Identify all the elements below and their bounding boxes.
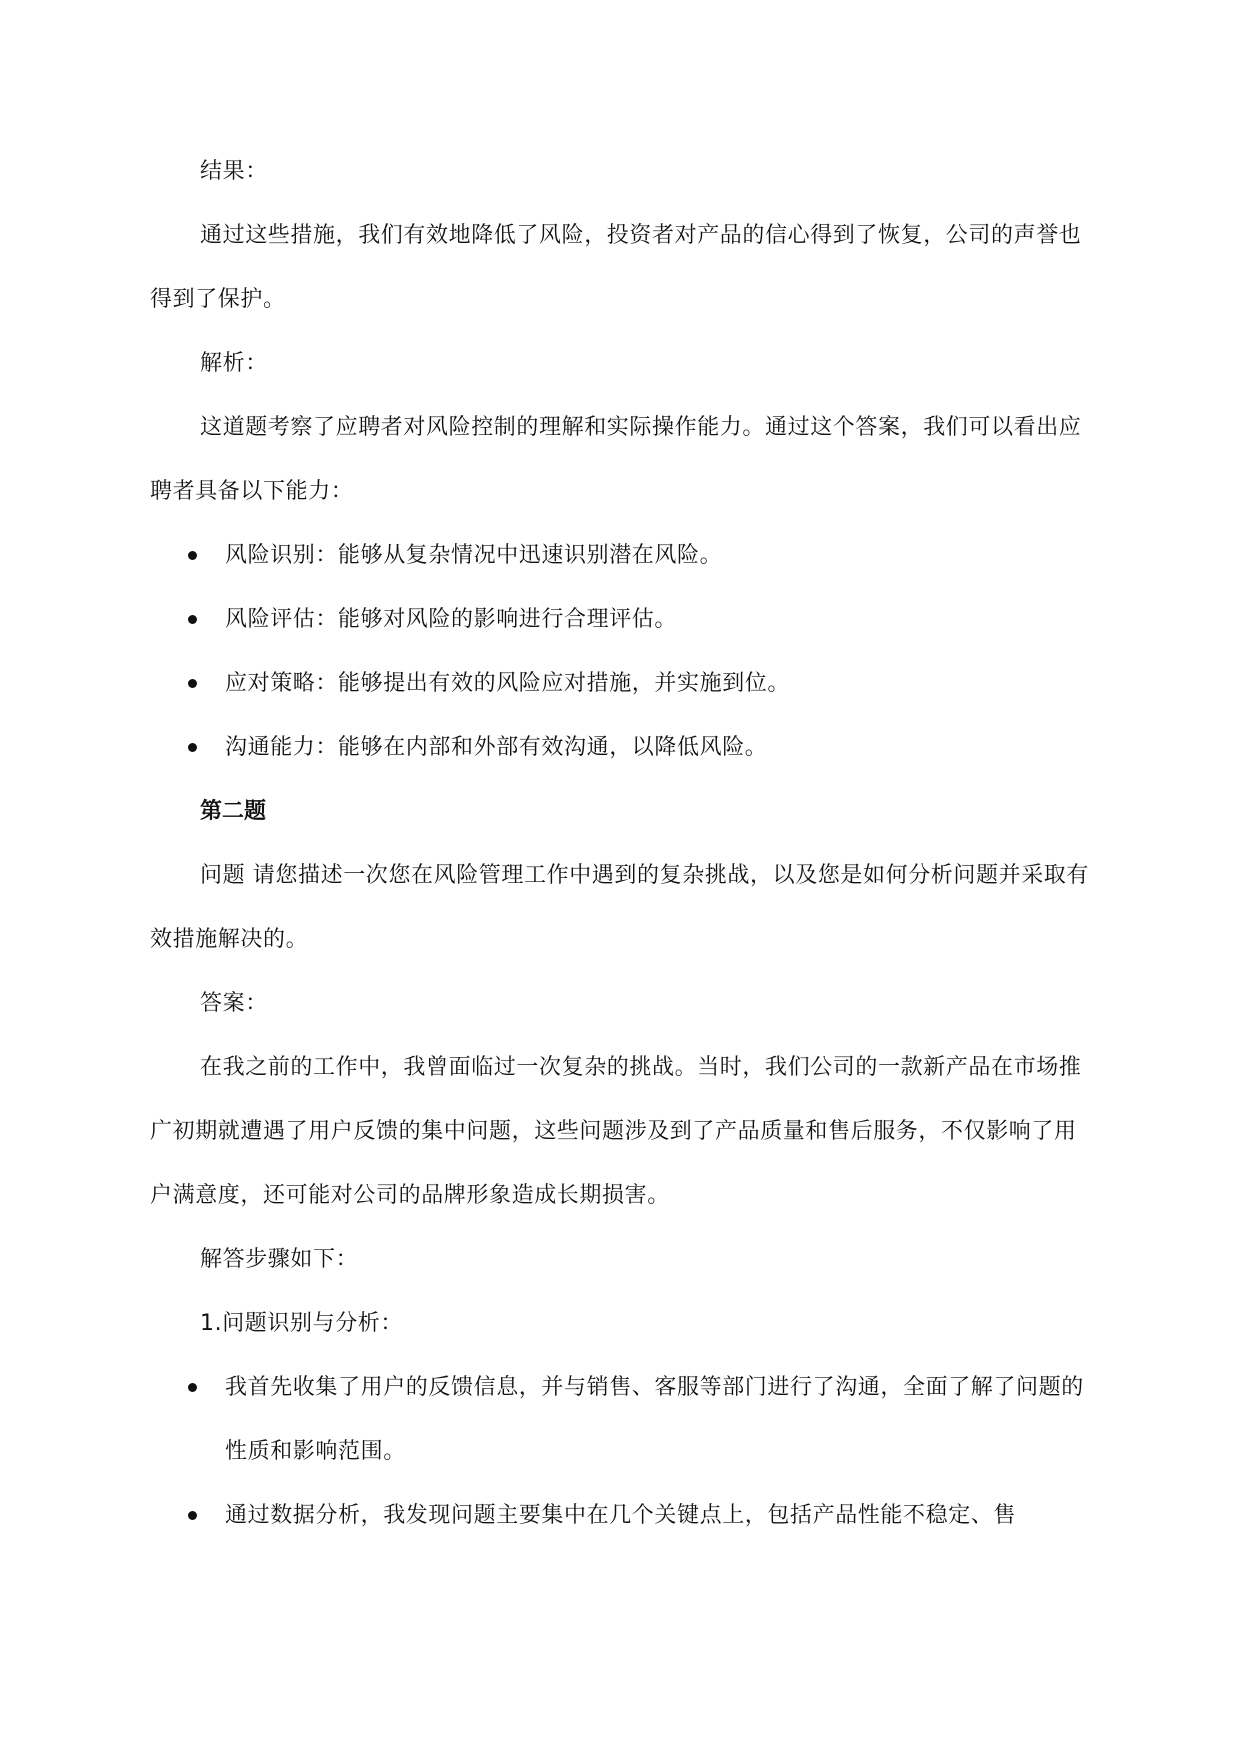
- question-paragraph: 问题 请您描述一次您在风险管理工作中遇到的复杂挑战，以及您是如何分析问题并采取有效措施解决的。: [150, 863, 1089, 952]
- bullet-icon: [188, 743, 197, 752]
- bullet-icon: [188, 551, 197, 560]
- list-item: [150, 1484, 1090, 1548]
- list-item-text: 通过数据分析，我发现问题主要集中在几个关键点上，包括产品性能不稳定、售: [225, 1503, 1017, 1528]
- list-item: [150, 524, 1090, 588]
- step1-list: [150, 1356, 1090, 1548]
- result-label: 结果：: [200, 159, 268, 184]
- analysis-label: 解析：: [200, 351, 268, 376]
- list-item: [150, 716, 1090, 780]
- section-heading: 第二题: [200, 799, 267, 824]
- abilities-list: [150, 524, 1090, 780]
- result-paragraph: 通过这些措施，我们有效地降低了风险，投资者对产品的信心得到了恢复，公司的声誉也得到了保护。: [150, 223, 1082, 312]
- list-item-text: 风险识别：能够从复杂情况中迅速识别潜在风险。: [225, 543, 723, 568]
- bullet-icon: [188, 1383, 197, 1392]
- list-item-text: 风险评估：能够对风险的影响进行合理评估。: [225, 607, 678, 632]
- list-item: [150, 1356, 1090, 1484]
- bullet-icon: [188, 1511, 197, 1520]
- bullet-icon: [188, 679, 197, 688]
- bullet-icon: [188, 615, 197, 624]
- list-item-text: 我首先收集了用户的反馈信息，并与销售、客服等部门进行了沟通，全面了解了问题的性质和影响范围。: [225, 1375, 1084, 1464]
- list-item: [150, 588, 1090, 652]
- document-body: [150, 140, 1090, 1548]
- list-item-text: 应对策略：能够提出有效的风险应对措施，并实施到位。: [225, 671, 791, 696]
- analysis-paragraph: 这道题考察了应聘者对风险控制的理解和实际操作能力。通过这个答案，我们可以看出应聘者具备以下能力：: [150, 415, 1082, 504]
- answer-paragraph: 在我之前的工作中，我曾面临过一次复杂的挑战。当时，我们公司的一款新产品在市场推广初期就遭遇了用户反馈的集中问题，这些问题涉及到了产品质量和售后服务，不仅影响了用户满意度，还可能对公司的品牌形象造成长期损害。: [150, 1055, 1082, 1208]
- steps-label: 解答步骤如下：: [200, 1247, 359, 1272]
- list-item-text: 沟通能力：能够在内部和外部有效沟通，以降低风险。: [225, 735, 768, 760]
- list-item: [150, 652, 1090, 716]
- step1-title: 1.问题识别与分析：: [200, 1311, 403, 1336]
- answer-label: 答案：: [200, 991, 268, 1016]
